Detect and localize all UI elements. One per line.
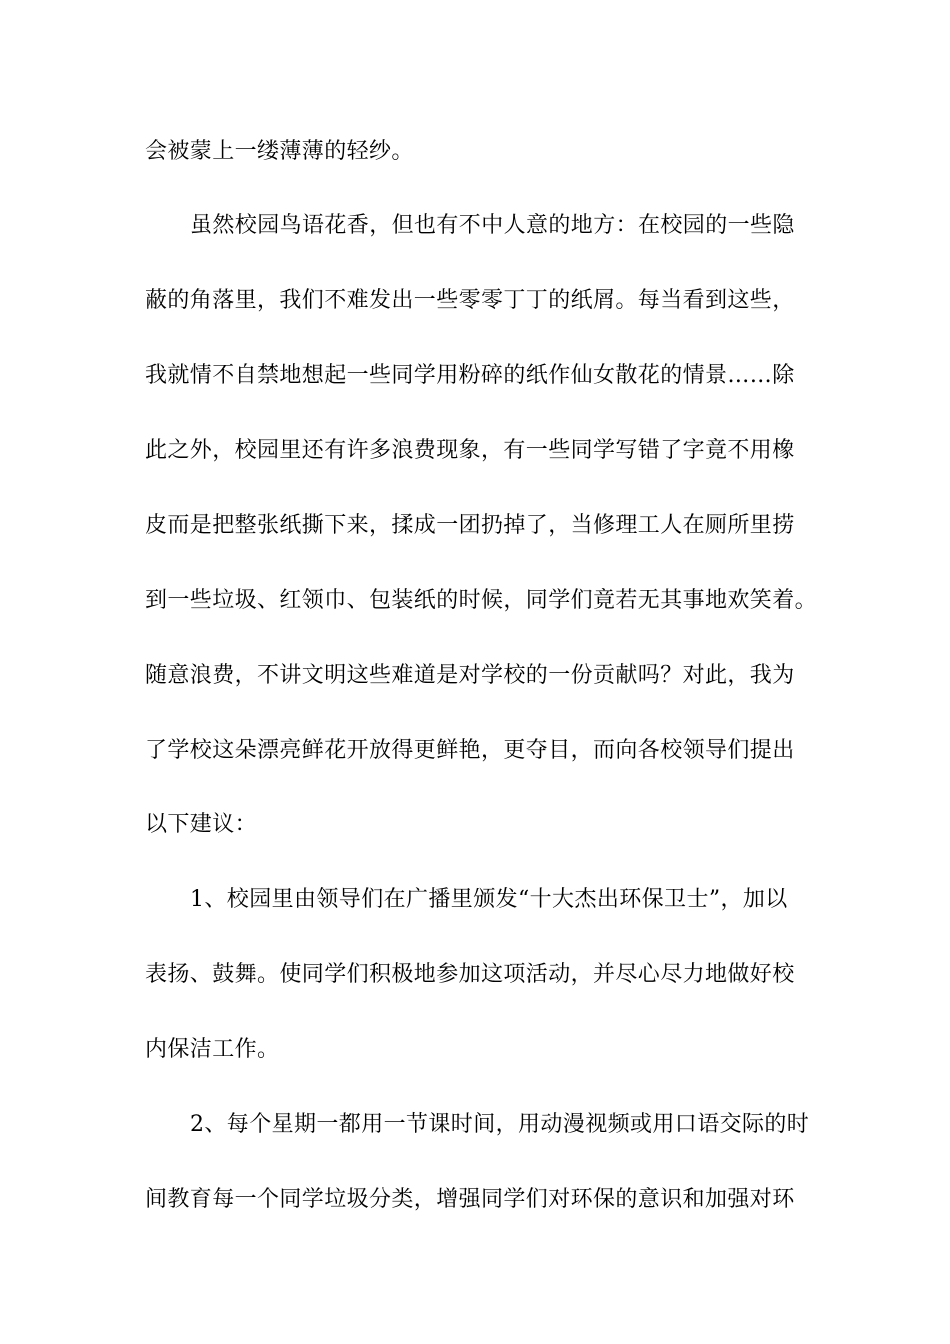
text-line: 会被蒙上一缕薄薄的轻纱。	[145, 139, 414, 164]
text-line: 内保洁工作。	[145, 1037, 280, 1062]
text-line: 表扬、鼓舞。使同学们积极地参加这项活动，并尽心尽力地做好校	[145, 962, 795, 987]
text-line: 以下建议：	[145, 812, 258, 837]
text-line: 到一些垃圾、红领巾、包装纸的时候，同学们竟若无其事地欢笑着。	[145, 588, 818, 613]
text-line: 随意浪费，不讲文明这些难道是对学校的一份贡献吗？对此，我为	[145, 663, 795, 688]
list-item-1-line: 1、校园里由领导们在广播里颁发“十大杰出环保卫士”，加以	[190, 887, 788, 912]
text-line: 间教育每一个同学垃圾分类，增强同学们对环保的意识和加强对环	[145, 1187, 795, 1212]
text-line: 此之外，校园里还有许多浪费现象，有一些同学写错了字竟不用橡	[145, 438, 795, 463]
text-line: 皮而是把整张纸撕下来，揉成一团扔掉了，当修理工人在厕所里捞	[145, 513, 795, 538]
text-line: 我就情不自禁地想起一些同学用粉碎的纸作仙女散花的情景……除	[145, 363, 795, 388]
paragraph-start-line: 虽然校园鸟语花香，但也有不中人意的地方：在校园的一些隐	[190, 213, 795, 238]
text-line: 蔽的角落里，我们不难发出一些零零丁丁的纸屑。每当看到这些，	[145, 288, 795, 313]
list-item-2-line: 2、每个星期一都用一节课时间，用动漫视频或用口语交际的时	[190, 1112, 810, 1137]
text-line: 了学校这朵漂亮鲜花开放得更鲜艳，更夺目，而向各校领导们提出	[145, 738, 795, 763]
